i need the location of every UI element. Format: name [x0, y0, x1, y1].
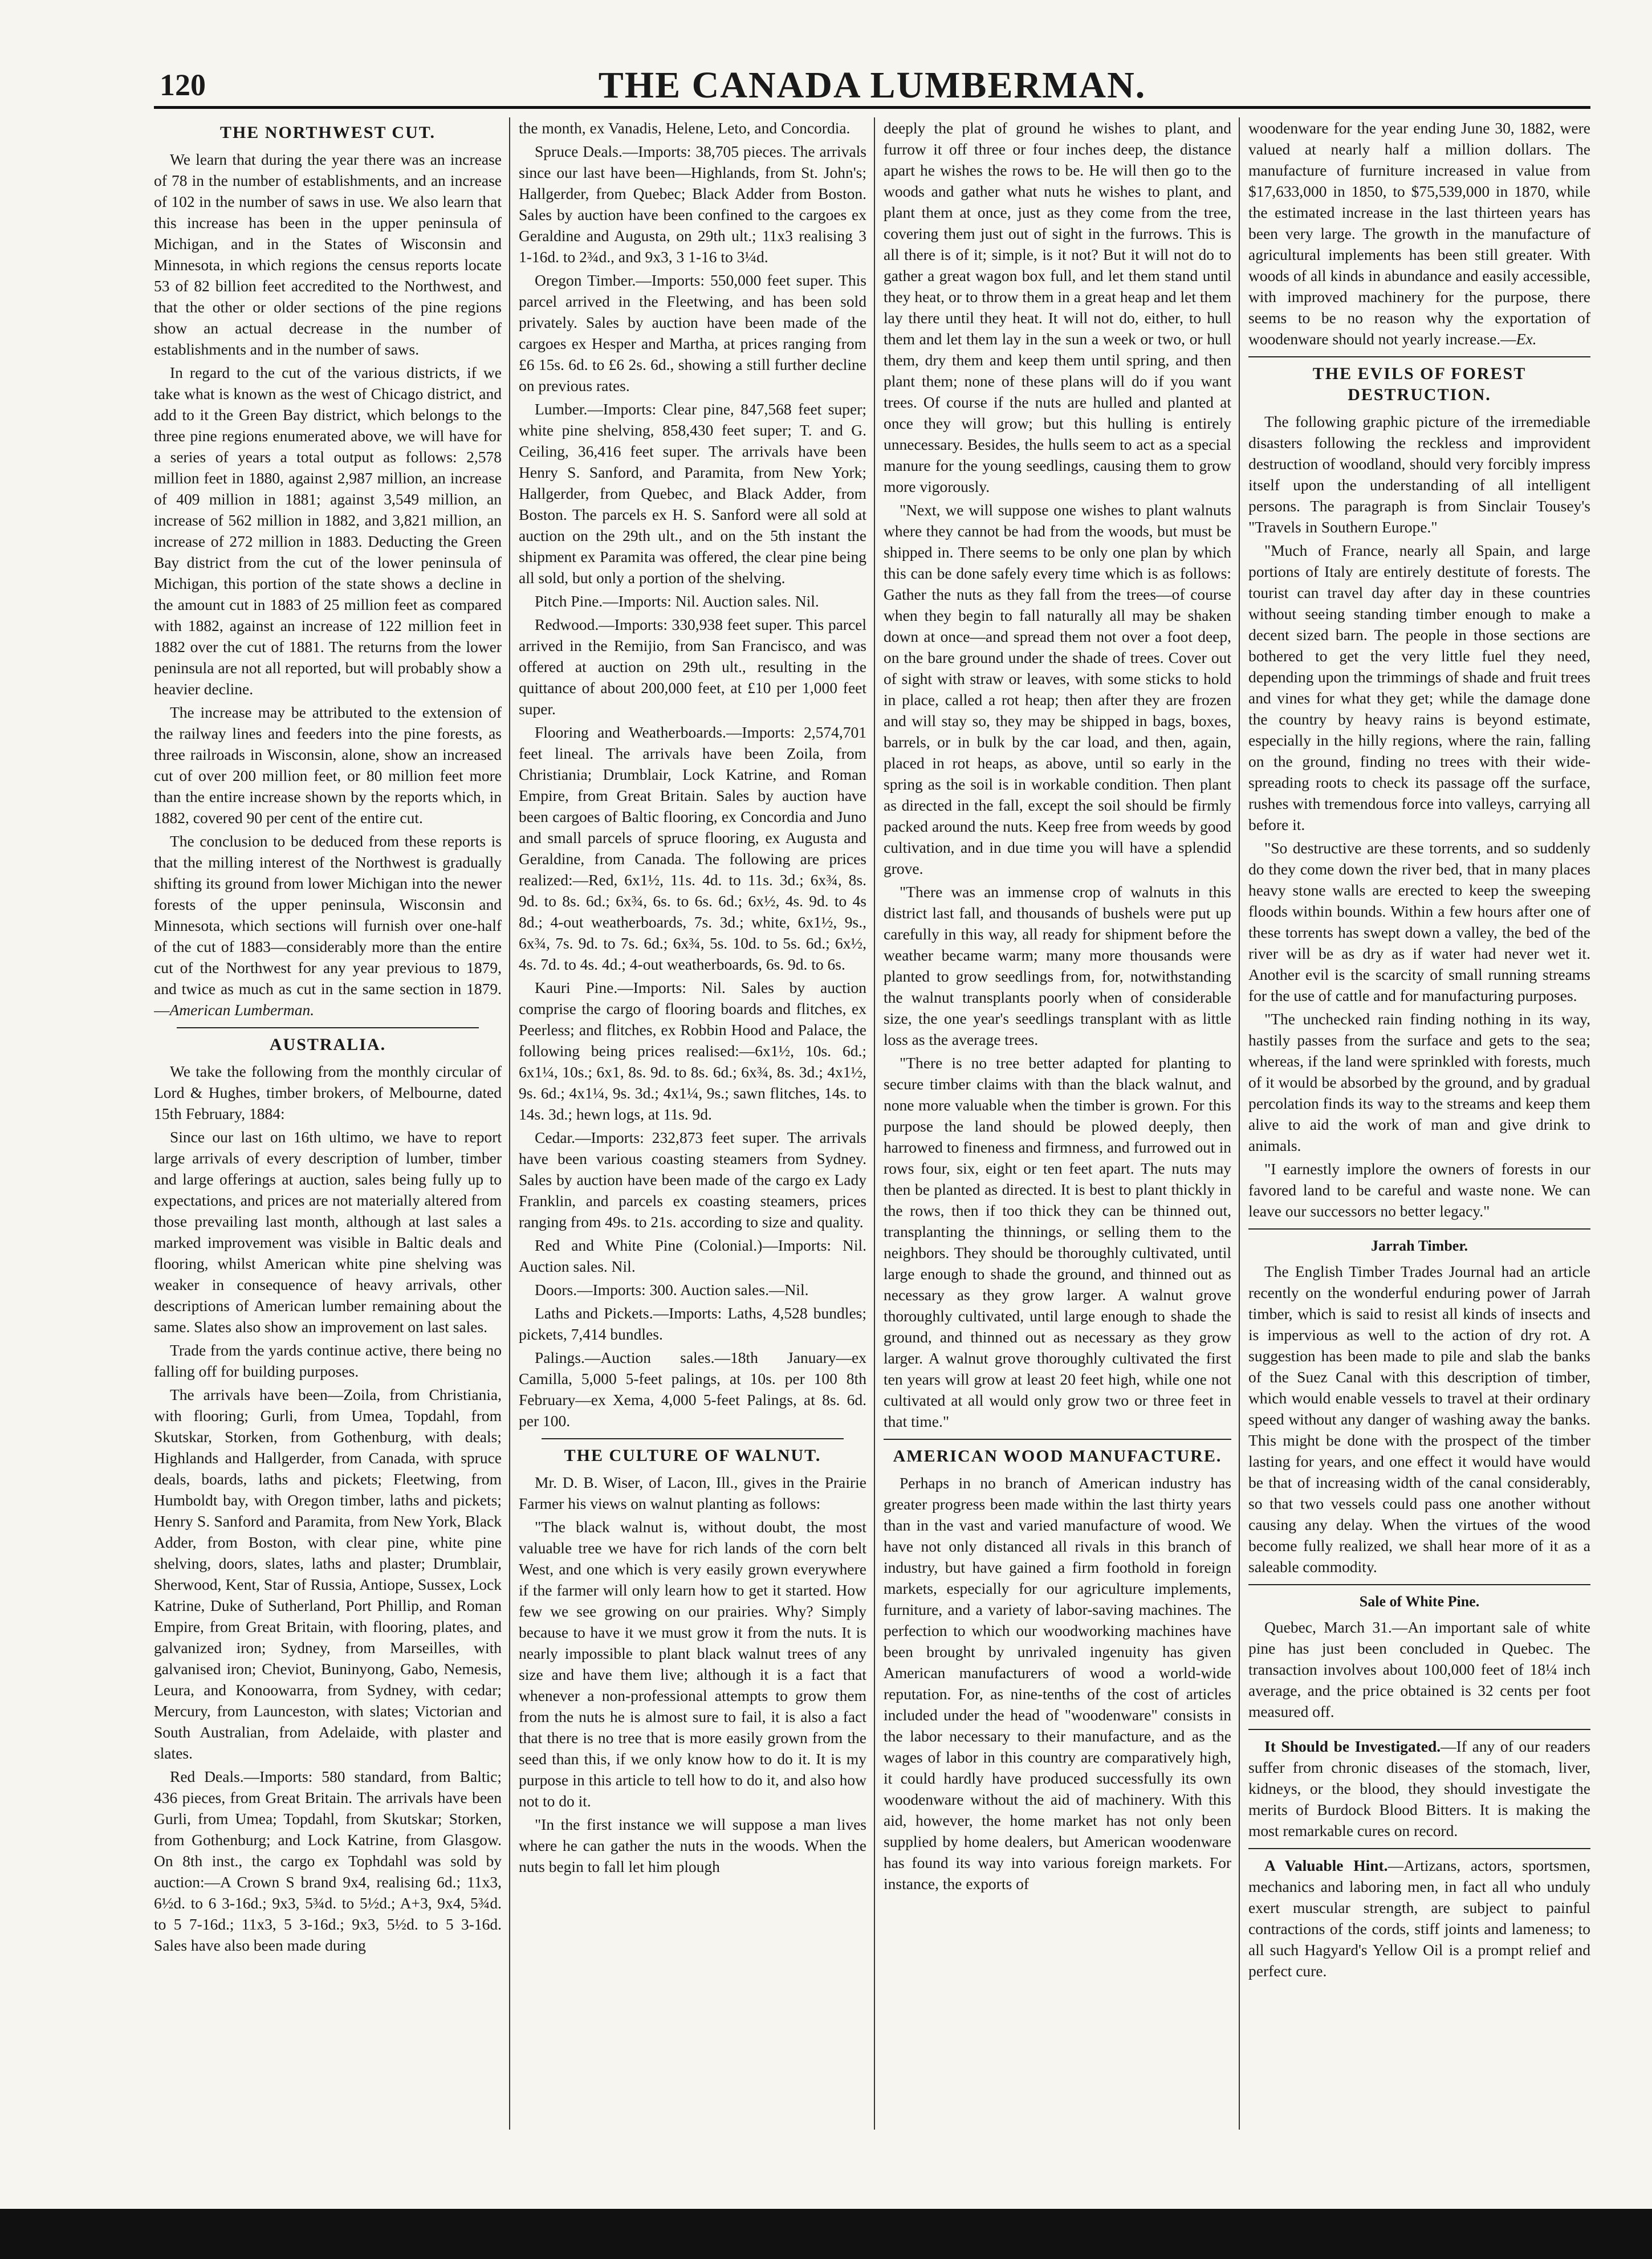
article-paragraph: Red and White Pine (Colonial.)—Imports: Nil. Auction sales. Nil. — [519, 1236, 866, 1275]
article-paragraph: "In the first instance we will suppose a man lives where he can gather the nuts in the woods. When the nuts begin to fall let him plough — [519, 1816, 866, 1875]
article-paragraph — [154, 831, 502, 1020]
advertisement-lead: A Valuable Hint. — [1264, 1857, 1388, 1874]
section-divider — [884, 1439, 1231, 1440]
article-credit: American Lumberman. — [169, 1001, 315, 1019]
article-paragraph: "The unchecked rain finding nothing in its way, hastily passes from the surface and gets to the sea; whereas, if the land were sprinkled with forests, much of it would be absorbed by the ground, and by gradual percolation finds its way to the streams and keep them alive to aid the work of man and give drink to animals. — [1248, 1010, 1590, 1154]
advertisement — [1248, 1736, 1590, 1841]
scan-edge-bar — [0, 2209, 1652, 2259]
article-paragraph: In regard to the cut of the various districts, if we take what is known as the west of Chicago district, and add to it the Green Bay district, which belongs to the three pine regions enumerated above, we will have for a series of years a total output as follows: 2,578 million feet in 1880, against 2,987 million, an increase of 409 million in 1881; against 3,549 million, an increase of 562 million in 1882, and 3,821 million, an increase of 272 million in 1883. Deducting the Green Bay district from the cut of the lower peninsula of Michigan, this portion of the state shows a decline in the amount cut in 1883 of 25 million feet as compared with 1882, against an increase of 122 million feet in 1882 over the cut of 1881. The returns from the lower peninsula are not all reported, but will probably show a heavier decline. — [154, 364, 502, 698]
article-paragraph: Trade from the yards continue active, there being no falling off for building purposes. — [154, 1341, 502, 1380]
article-paragraph — [1248, 117, 1590, 349]
advertisement-text: —Artizans, actors, sportsmen, mechanics and laboring men, in fact all who unduly exert muscular strength, are subject to painful contractions of the cords, stiff joints and lameness; to all such Hagyard's Yellow Oil is a prompt relief and perfect cure. — [1248, 1857, 1590, 1980]
article-paragraph: "So destructive are these torrents, and so suddenly do they come down the river bed, that in many places heavy stone walls are erected to keep the sweeping floods within bounds. Within a few hours after one of these torrents has swept down a valley, the bed of the river will be as dry as if water had never wet it. Another evil is the scarcity of small running streams for the use of cattle and for manufacturing purposes. — [1248, 839, 1590, 1004]
header-rule — [154, 106, 1590, 109]
article-paragraph: Lumber.—Imports: Clear pine, 847,568 feet super; white pine shelving, 858,430 feet super; T. and G. Ceiling, 36,416 feet super. The arrivals have been Henry S. Sanford, and Paramita, from New York; Hallgerder, from Quebec, and Black Adder, from Boston. The parcels ex H. S. Sanford were all sold at auction on the 29th ult., and on the 5th instant the shipment ex Paramita was offered, the clear pine being all sold, but only a portion of the shelving. — [519, 400, 866, 587]
article-heading-walnut: THE CULTURE OF WALNUT. — [564, 1446, 821, 1465]
article-paragraph: Kauri Pine.—Imports: Nil. Sales by auction comprise the cargo of flooring boards and flitches, ex Peerless; and flitches, ex Robbin Hood and Palace, the following being prices realised:—6x1½, 10s. 6d.; 6x1¼, 10s.; 6x1, 8s. 9d. to 8s. 6d.; 6x¾, 8s. 3d.; 4x1½, 9s. 6d.; 4x1¼, 9s. 3d.; 4x1¼, 9s.; sawn flitches, 14s. to 14s. 3d.; hewn logs, at 11s. 9d. — [519, 979, 866, 1123]
column-4 — [1248, 117, 1590, 2130]
article-heading-white-pine: Sale of White Pine. — [1359, 1593, 1480, 1610]
article-paragraph: "I earnestly implore the owners of forests in our favored land to be careful and waste none. We can leave our successors no better legacy." — [1248, 1160, 1590, 1220]
article-heading-forest-destruction: THE EVILS OF FOREST DESTRUCTION. — [1312, 364, 1527, 404]
article-heading-australia: AUSTRALIA. — [269, 1035, 386, 1054]
section-divider — [542, 1438, 844, 1439]
paragraph-text: woodenware for the year ending June 30, 1882, were valued at nearly half a million dollars. The manufacture of furniture increased in value from $17,633,000 in 1850, to $75,539,000 in 1870, while the estimated increase in the last thirteen years has been very large. The growth in the manufacture of agricultural implements has been still greater. With woods of all kinds in abundance and easily accessible, with improved machinery for the purpose, there seems to be no reason why the exportation of woodenware should not yearly increase.— — [1248, 119, 1590, 348]
article-paragraph: Oregon Timber.—Imports: 550,000 feet super. This parcel arrived in the Fleetwing, and has been sold privately. Sales by auction have been made of the cargoes ex Hesper and Martha, at prices ranging from £6 15s. 6d. to £6 2s. 6d., showing a still further decline on previous rates. — [519, 271, 866, 394]
column-1 — [154, 117, 502, 2130]
article-paragraph: Since our last on 16th ultimo, we have to report large arrivals of every description of lumber, timber and large offerings at auction, sales being fully up to expectations, and prices are not materially altered from those prevailing last month, although at last sales a marked improvement was visible in Baltic deals and flooring, whilst American white pine shelving was weaker in consequence of heavy arrivals, other descriptions of American lumber remaining about the same. Slates also show an improvement on last sales. — [154, 1128, 502, 1336]
column-divider — [874, 117, 875, 2130]
advertisement-text: —If any of our readers suffer from chronic diseases of the stomach, liver, kidneys, or the blood, they should investigate the merits of Burdock Blood Bitters. It is making the most remarkable cures on record. — [1248, 1737, 1590, 1839]
article-paragraph: Quebec, March 31.—An important sale of white pine has just been concluded in Quebec. The transaction involves about 100,000 feet of 18¼ inch average, and the price obtained is 32 cents per foot measured off. — [1248, 1618, 1590, 1720]
masthead-title: THE CANADA LUMBERMAN. — [598, 64, 1146, 106]
article-paragraph: Redwood.—Imports: 330,938 feet super. This parcel arrived in the Remijio, from San Francisco, and was offered at auction on 29th ult., resulting in the quittance of about 200,000 feet, at £10 per 1,000 feet super. — [519, 616, 866, 718]
article-paragraph: The English Timber Trades Journal had an article recently on the wonderful enduring power of Jarrah timber, which is said to resist all kinds of insects and is impervious as well to the action of dry rot. A suggestion has been made to pile and slab the banks of the Suez Canal with this description of timber, which would enable vessels to travel at their ordinary speed without any danger of washing away the banks. This might be done with the prospect of the timber lasting for years, and one effect it would have would be that of increasing width of the canal considerably, so that two vessels could pass one another without causing any delay. When the virtues of the wood become fully realized, we shall hear more of it as a saleable commodity. — [1248, 1263, 1590, 1576]
article-heading-jarrah: Jarrah Timber. — [1371, 1238, 1468, 1254]
article-paragraph: Laths and Pickets.—Imports: Laths, 4,528 bundles; pickets, 7,414 bundles. — [519, 1304, 866, 1343]
article-paragraph: Palings.—Auction sales.—18th January—ex Camilla, 5,000 5-feet palings, at 10s. per 100 8th February—ex Xema, 4,000 5-feet Palings, at 8s. 6d. per 100. — [519, 1349, 866, 1430]
article-heading-northwest: THE NORTHWEST CUT. — [219, 123, 436, 142]
article-paragraph: "Much of France, nearly all Spain, and large portions of Italy are entirely destitute of forests. The tourist can travel day after day in these countries without seeing standing timber enough to make a decent sized barn. The people in those sections are bothered to get the very little fuel they need, depending upon the trimmings of shade and fruit trees and vines for what they get; while the damage done the country by heavy rains is beyond estimate, especially in the hilly regions, where the rain, falling on the ground, finding no trees with their wide-spreading roots to check its passage off the surface, rushes with tremendous force into valleys, carrying all before it. — [1248, 542, 1590, 833]
article-paragraph: Pitch Pine.—Imports: Nil. Auction sales. Nil. — [535, 592, 819, 610]
article-paragraph: The increase may be attributed to the extension of the railway lines and feeders into the pine forests, as three railroads in Wisconsin, alone, show an increased cut of over 200 million feet, or 80 million feet more than the entire increase shown by the reports which, in 1882, covered 90 per cent of the entire cut. — [154, 703, 502, 827]
article-paragraph: the month, ex Vanadis, Helene, Leto, and Concordia. — [519, 119, 851, 137]
column-2 — [519, 117, 866, 2130]
paragraph-text: The conclusion to be deduced from these reports is that the milling interest of the Northwest is gradually shifting its ground from lower Michigan into the newer forests of the upper peninsula, Wisconsin and Minnesota, which sections will furnish over one-half of the cut of 1883—considerably more than the entire cut of the Northwest for any year previous to 1879, and twice as much as cut in the same section in 1879.— — [154, 832, 502, 1019]
article-paragraph: Red Deals.—Imports: 580 standard, from Baltic; 436 pieces, from Great Britain. The arrivals have been Gurli, from Umea; Topdahl, from Skutskar; Storken, from Gothenburg; and Lock Katrine, from Glasgow. On 8th inst., the cargo ex Tophdahl was sold by auction:—A Crown S brand 9x4, realising 6d.; 11x3, 6½d. to 6 3-16d.; 9x3, 5¾d. to 5½d.; A+3, 9x4, 5¾d. to 5 7-16d.; 11x3, 5 3-16d.; 9x3, 5½d. to 5 3-16d. Sales have also been made during — [154, 1768, 502, 1954]
article-paragraph: The following graphic picture of the irremediable disasters following the reckless and improvident destruction of woodland, should very forcibly impress itself upon the understanding of all intelligent persons. The paragraph is from Sinclair Tousey's "Travels in Southern Europe." — [1248, 413, 1590, 536]
advertisement — [1248, 1855, 1590, 1981]
article-paragraph: The arrivals have been—Zoila, from Christiania, with flooring; Gurli, from Umea, Topdahl, from Skutskar, Storken, from Gothenburg, with deals; Highlands and Hallgerder, from Canada, with spruce deals, boards, laths and pickets; Fleetwing, from Humboldt bay, with Oregon timber, laths and pickets; Henry S. Sanford and Paramita, from New York, Black Adder, from Boston, with clear pine, white pine shelving, doors, slates, laths and plaster; Drumblair, Sherwood, Kent, Star of Russia, Antiope, Sussex, Lock Katrine, Duke of Sutherland, Port Phillip, and Roman Empire, from Great Britain, with flooring, plates, and galvanized iron; Sydney, from Marseilles, with galvanised iron; Cheviot, Buninyong, Gabo, Nemesis, Leura, and Konoowarra, from Sydney, with cedar; Mercury, from Launceston, with slates; Victorian and South Australian, from Adelaide, with plaster and slates. — [154, 1386, 502, 1762]
article-paragraph: We learn that during the year there was an increase of 78 in the number of establishments, and an increase of 102 in the number of saws in use. We also learn that this increase has been in the upper peninsula of Michigan, and in the States of Wisconsin and Minnesota, in which regions the census reports locate 53 of 82 billion feet accredited to the Northwest, and that the other or older sections of the pine regions show an actual decrease in the number of establishments and in the number of saws. — [154, 150, 502, 358]
article-heading-american-wood: AMERICAN WOOD MANUFACTURE. — [893, 1447, 1222, 1466]
article-paragraph: Mr. D. B. Wiser, of Lacon, Ill., gives in the Prairie Farmer his views on walnut planting as follows: — [519, 1474, 866, 1512]
column-divider — [509, 117, 510, 2130]
advertisement-lead: It Should be Investigated. — [1264, 1737, 1441, 1755]
section-divider — [177, 1027, 479, 1028]
section-divider — [1248, 1729, 1590, 1730]
article-paragraph: "There was an immense crop of walnuts in this district last fall, and thousands of bushels were put up carefully in this way, all ready for shipment before the weather became warm; many more thousands were planted to grow seedlings from, for, notwithstanding the walnut transplants poorly when of considerable size, the one year's seedlings transplant with as little loss as the average trees. — [884, 883, 1231, 1048]
article-paragraph: "Next, we will suppose one wishes to plant walnuts where they cannot be had from the woods, but must be shipped in. There seems to be only one plan by which this can be done safely every time which is as follows: Gather the nuts as they fall from the trees—of course when they begin to fall naturally all may be shaken down at once—and spread them not over a foot deep, on the bare ground under the shade of trees. Cover out of sight with straw or leaves, with some sticks to hold in place, called a rot heap; then after they are frozen and will stay so, they may be shipped in bags, boxes, barrels, or in bulk by the car load, and then, again, placed in rot heaps, as above, until so early in the spring as the soil is in workable condition. Then plant as directed in the fall, except the soil should be firmly packed around the nuts. Keep free from weeds by good cultivation, and in due time you will have a splendid grove. — [884, 501, 1231, 877]
section-divider — [1248, 1848, 1590, 1849]
section-divider — [1248, 356, 1590, 357]
column-divider — [1239, 117, 1240, 2130]
page-number: 120 — [160, 68, 206, 102]
article-paragraph: Spruce Deals.—Imports: 38,705 pieces. The arrivals since our last have been—Highlands, from St. John's; Hallgerder, from Quebec; Black Adder from Boston. Sales by auction have been confined to the cargoes ex Geraldine and Augusta, on 29th ult.; 11x3 realising 3 1-16d. to 2¾d., and 9x3, 3 1-16 to 3¼d. — [519, 143, 866, 266]
article-credit: Ex. — [1516, 330, 1537, 348]
section-divider — [1248, 1584, 1590, 1585]
article-paragraph: Cedar.—Imports: 232,873 feet super. The arrivals have been various coasting steamers from Sydney. Sales by auction have been made of the cargo ex Lady Franklin, and parcels ex coasting steamers, prices ranging from 49s. to 21s. according to size and quality. — [519, 1129, 866, 1231]
column-3 — [884, 117, 1231, 2130]
article-paragraph: "There is no tree better adapted for planting to secure timber claims with than the black walnut, and none more valuable when the timber is grown. For this purpose the land should be plowed deeply, then harrowed to fineness and firmness, and furrowed out in rows four, six, eight or ten feet apart. The nuts may then be planted as directed. It is best to plant thickly in the rows, then if too thick they can be thinned out, transplanting the thinnings, or selling them to the neighbors. They should be thoroughly cultivated, until large enough to shade the ground, and thinned out as necessary as they grow larger. A walnut grove thoroughly cultivated, until large enough to shade the ground, and thinned out as necessary as they grow larger. A walnut grove thoroughly cultivated the first ten years will grow at least 20 feet high, while one not cultivated at all would only grow two or three feet in that time." — [884, 1054, 1231, 1430]
article-paragraph: "The black walnut is, without doubt, the most valuable tree we have for rich lands of the corn belt West, and one which is very easily grown everywhere if the farmer will only learn how to get it started. How few we see growing on our prairies. Why? Simply because to have it we must grow it from the nuts. It is nearly impossible to plant black walnut trees of any size and have them live; although it is a fact that whenever a non-professional attempts to grow them from the nuts he is almost sure to fail, it is also a fact that there is no tree that is more easily grown from the seed than this, if we only know how to do it. It is my purpose in this article to tell how to do it, and also how not to do it. — [519, 1518, 866, 1810]
article-paragraph: Flooring and Weatherboards.—Imports: 2,574,701 feet lineal. The arrivals have been Zoila, from Christiania; Drumblair, Lock Katrine, and Roman Empire, from Great Britain. Sales by auction have been cargoes of Baltic flooring, ex Concordia and Juno and small parcels of spruce flooring, ex Augusta and Geraldine, from Canada. The following are prices realized:—Red, 6x1½, 11s. 4d. to 11s. 3d.; 6x¾, 8s. 9d. to 8s. 6d.; 6x¾, 6s. to 6s. 6d.; 6x½, 4s. 9d. to 4s 8d.; 4-out weatherboards, 7s. 3d.; white, 6x1½, 9s., 6x¾, 7s. 9d. to 7s. 6d.; 6x¾, 5s. 10d. to 5s. 6d.; 6x½, 4s. 7d. to 4s. 4d.; 4-out weatherboards, 6s. 9d. to 6s. — [519, 723, 866, 973]
section-divider — [1248, 1228, 1590, 1230]
article-paragraph: deeply the plat of ground he wishes to plant, and furrow it off three or four inches deep, the distance apart he wishes the rows to be. He will then go to the woods and gather what nuts he wishes to plant, and plant them at once, just as they come from the tree, covering them just out of sight in the furrows. This is all there is of it; simple, is it not? But it will not do to gather a great wagon box full, and let them stand until they heat, or to throw them in a great heap and let them lay there until they heat. It will not do, either, to hull them and let them lay in the sun a week or two, or hull them, dry them and keep them until spring, and then plant them; none of these plans will do if you want trees. Of course if the nuts are hulled and planted at once they will grow; but this hulling is entirely unnecessary. Besides, the hulls seem to act as a special manure for the young seedlings, causing them to grow more vigorously. — [884, 119, 1231, 495]
article-paragraph: Perhaps in no branch of American industry has greater progress been made within the last thirty years than in the vast and varied manufacture of wood. We have not only distanced all rivals in this branch of industry, but have gained a firm foothold in foreign markets, especially for our agriculture implements, furniture, and a variety of labor-saving machines. The perfection to which our woodworking machines have been brought by unrivaled ingenuity has given American manufacturers of wood a world-wide reputation. For, as nine-tenths of the cost of articles included under the head of "woodenware" consists in the labor necessary to their manufacture, and as the wages of labor in this country are comparatively high, it could hardly have produced successfully its own woodenware without the aid of machinery. With this aid, however, the home market has not only been supplied by home dealers, but American woodenware has found its way into various foreign markets. For instance, the exports of — [884, 1474, 1231, 1892]
article-paragraph: Doors.—Imports: 300. Auction sales.—Nil. — [535, 1281, 809, 1299]
article-paragraph: We take the following from the monthly circular of Lord & Hughes, timber brokers, of Melbourne, dated 15th February, 1884: — [154, 1063, 502, 1122]
page-header — [154, 64, 1590, 106]
